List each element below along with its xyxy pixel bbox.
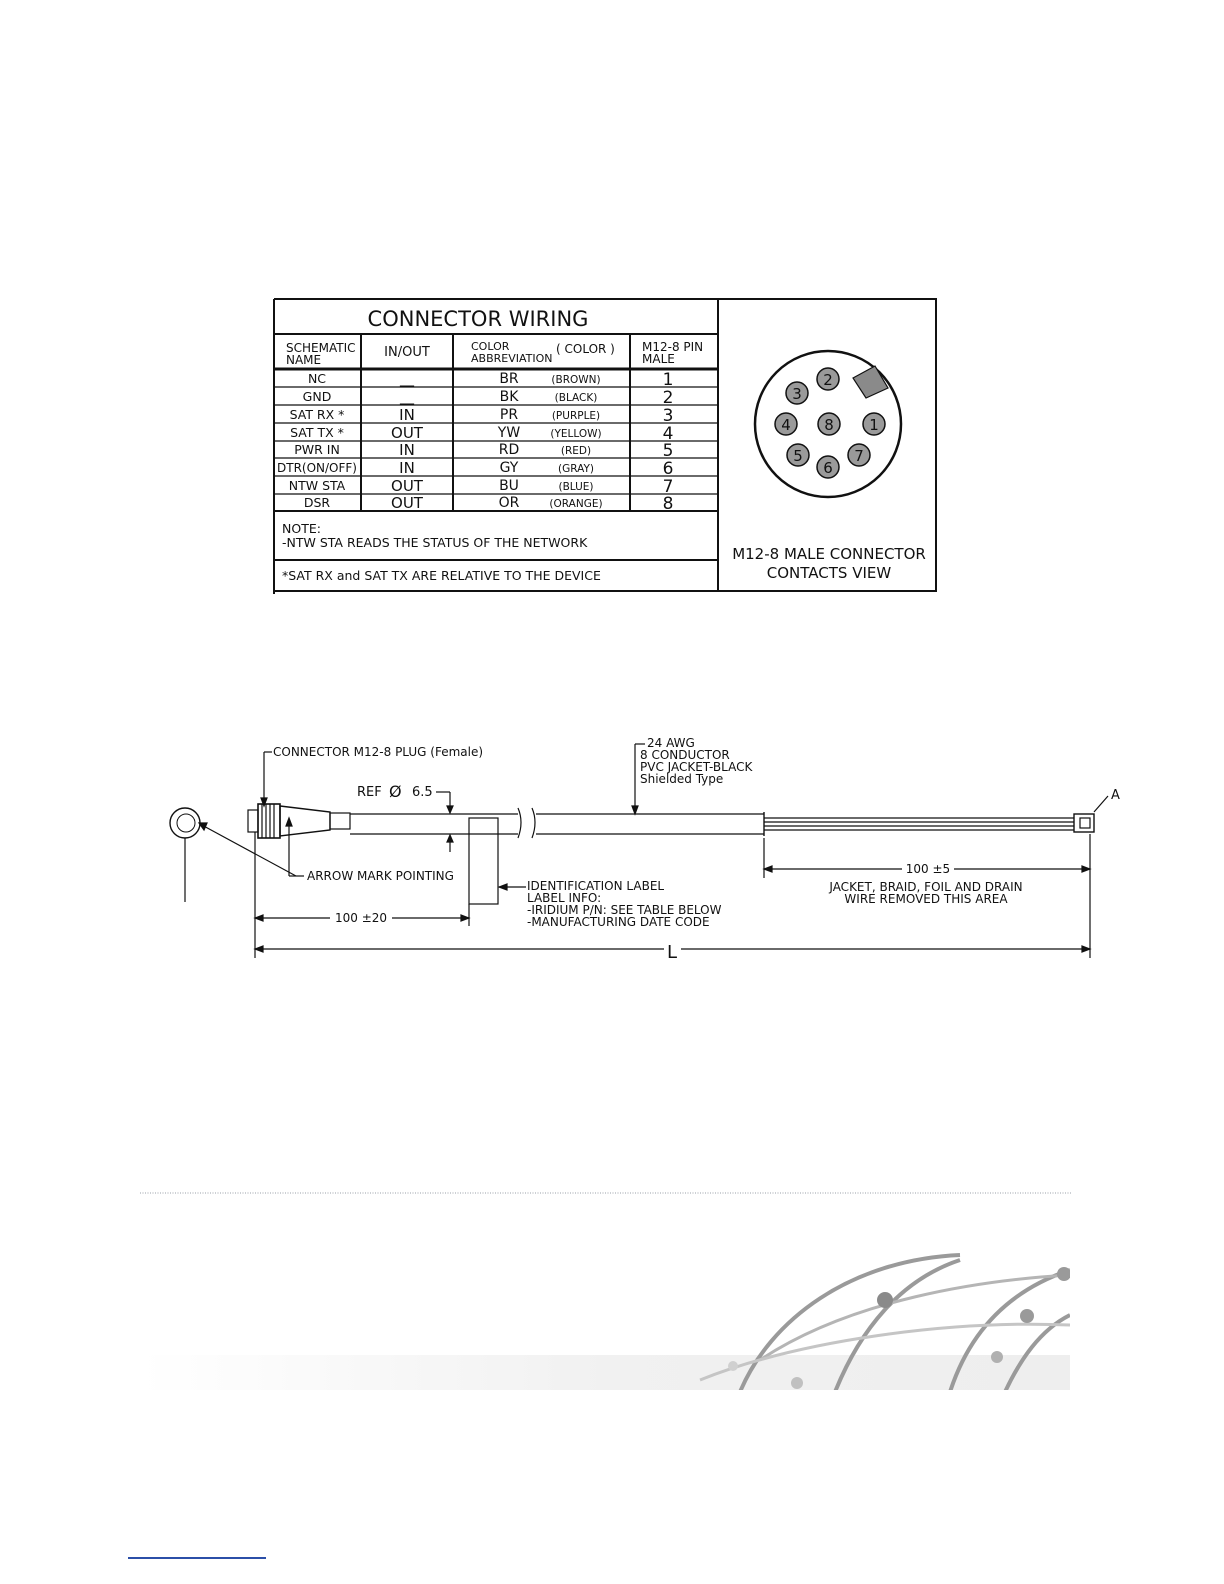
row-abbr: BK xyxy=(499,389,519,405)
row-color: (YELLOW) xyxy=(550,428,602,440)
header-schematic-2: NAME xyxy=(286,353,322,367)
pin-label: 6 xyxy=(823,459,833,477)
row-abbr: GY xyxy=(499,460,519,476)
ref-value: 6.5 xyxy=(412,785,433,800)
row-io: IN xyxy=(399,459,415,477)
label-info-4: -MANUFACTURING DATE CODE xyxy=(527,915,710,929)
row-color: (BROWN) xyxy=(551,374,601,386)
row-name: SAT TX * xyxy=(290,425,344,440)
header-color-paren: ( COLOR ) xyxy=(556,342,615,356)
note-label: NOTE: xyxy=(282,521,321,536)
strip-length: 100 ±5 xyxy=(905,862,951,876)
row-io: IN xyxy=(399,406,415,424)
row-name: PWR IN xyxy=(294,442,340,457)
cable-spec-2: 8 CONDUCTOR xyxy=(640,748,730,762)
plug-coupling xyxy=(258,804,280,838)
cable-spec-4: Shielded Type xyxy=(640,772,724,786)
row-io: __ xyxy=(400,389,414,405)
header-pin-2: MALE xyxy=(642,352,675,366)
row-color: (GRAY) xyxy=(558,463,594,475)
cable-spec-1: 24 AWG xyxy=(647,736,695,750)
row-abbr: YW xyxy=(497,425,521,441)
connector-caption-1: M12-8 MALE CONNECTOR xyxy=(732,545,926,563)
end-marker-a: A xyxy=(1111,788,1120,803)
plug-boot xyxy=(330,813,350,829)
ref-label: REF xyxy=(357,785,382,800)
row-io: IN xyxy=(399,441,415,459)
connector-plug-label: CONNECTOR M12-8 PLUG (Female) xyxy=(273,745,484,759)
footer-link-underline[interactable] xyxy=(128,1557,266,1559)
row-name: SAT RX * xyxy=(289,407,345,422)
table-title: CONNECTOR WIRING xyxy=(367,307,589,331)
connector-face-diagram xyxy=(732,351,926,582)
row-pin: 7 xyxy=(662,477,674,497)
total-length-label: L xyxy=(666,942,678,963)
row-io: OUT xyxy=(391,494,423,512)
label-info-1: IDENTIFICATION LABEL xyxy=(527,879,665,893)
key-notch xyxy=(853,366,888,398)
pin-label: 5 xyxy=(793,447,803,465)
plug-nut xyxy=(248,810,258,832)
row-color: (RED) xyxy=(560,445,592,457)
header-color-2: ABBREVIATION xyxy=(471,352,553,365)
row-name: DTR(ON/OFF) xyxy=(277,461,357,475)
row-abbr: PR xyxy=(499,407,519,423)
row-pin: 8 xyxy=(662,494,674,514)
row-abbr: BU xyxy=(499,478,519,494)
row-color: (BLACK) xyxy=(554,392,598,404)
row-io: __ xyxy=(400,371,414,387)
row-pin: 3 xyxy=(662,406,674,426)
header-inout: IN/OUT xyxy=(384,345,430,360)
row-pin: 2 xyxy=(662,388,674,408)
row-color: (ORANGE) xyxy=(549,498,603,510)
pin-label: 8 xyxy=(824,416,834,434)
note-text: -NTW STA READS THE STATUS OF THE NETWORK xyxy=(282,535,588,550)
row-io: OUT xyxy=(391,424,423,442)
strip-note-1: JACKET, BRAID, FOIL AND DRAIN xyxy=(829,880,1023,894)
row-name: NTW STA xyxy=(288,478,346,493)
row-abbr: BR xyxy=(499,371,519,387)
header-schematic-1: SCHEMATIC xyxy=(286,341,356,355)
arrow-mark-label: ARROW MARK POINTING xyxy=(307,869,454,883)
cable-spec-3: PVC JACKET-BLACK xyxy=(640,760,753,774)
header-color-1: COLOR xyxy=(471,340,510,353)
label-distance: 100 ±20 xyxy=(334,911,388,925)
label-info-3: -IRIDIUM P/N: SEE TABLE BELOW xyxy=(527,903,722,917)
row-color: (BLUE) xyxy=(558,481,594,493)
pin-label: 4 xyxy=(781,416,791,434)
ref-diameter-symbol: Ø xyxy=(389,782,402,801)
footnote: *SAT RX and SAT TX ARE RELATIVE TO THE DEVICE xyxy=(282,568,601,583)
row-abbr: RD xyxy=(498,442,520,458)
row-pin: 5 xyxy=(662,441,674,461)
pin-label: 2 xyxy=(823,371,833,389)
row-pin: 6 xyxy=(662,459,674,479)
row-color: (PURPLE) xyxy=(551,410,601,422)
label-info-2: LABEL INFO: xyxy=(527,891,602,905)
identification-label-box xyxy=(469,818,498,904)
row-abbr: OR xyxy=(498,495,520,511)
row-name: DSR xyxy=(303,495,331,510)
row-name: GND xyxy=(302,389,332,404)
pin-label: 7 xyxy=(854,447,864,465)
pin-label: 3 xyxy=(792,385,802,403)
wire-terminal xyxy=(1074,814,1094,832)
pin-label: 1 xyxy=(869,416,879,434)
header-pin-1: M12-8 PIN xyxy=(642,340,704,354)
footer-band xyxy=(140,1355,1070,1390)
strip-note-2: WIRE REMOVED THIS AREA xyxy=(844,892,1008,906)
row-pin: 1 xyxy=(662,370,674,390)
row-pin: 4 xyxy=(662,424,674,444)
row-io: OUT xyxy=(391,477,423,495)
row-name: NC xyxy=(307,371,327,386)
connector-caption-2: CONTACTS VIEW xyxy=(766,564,892,582)
connector-end-view-inner xyxy=(177,814,195,832)
